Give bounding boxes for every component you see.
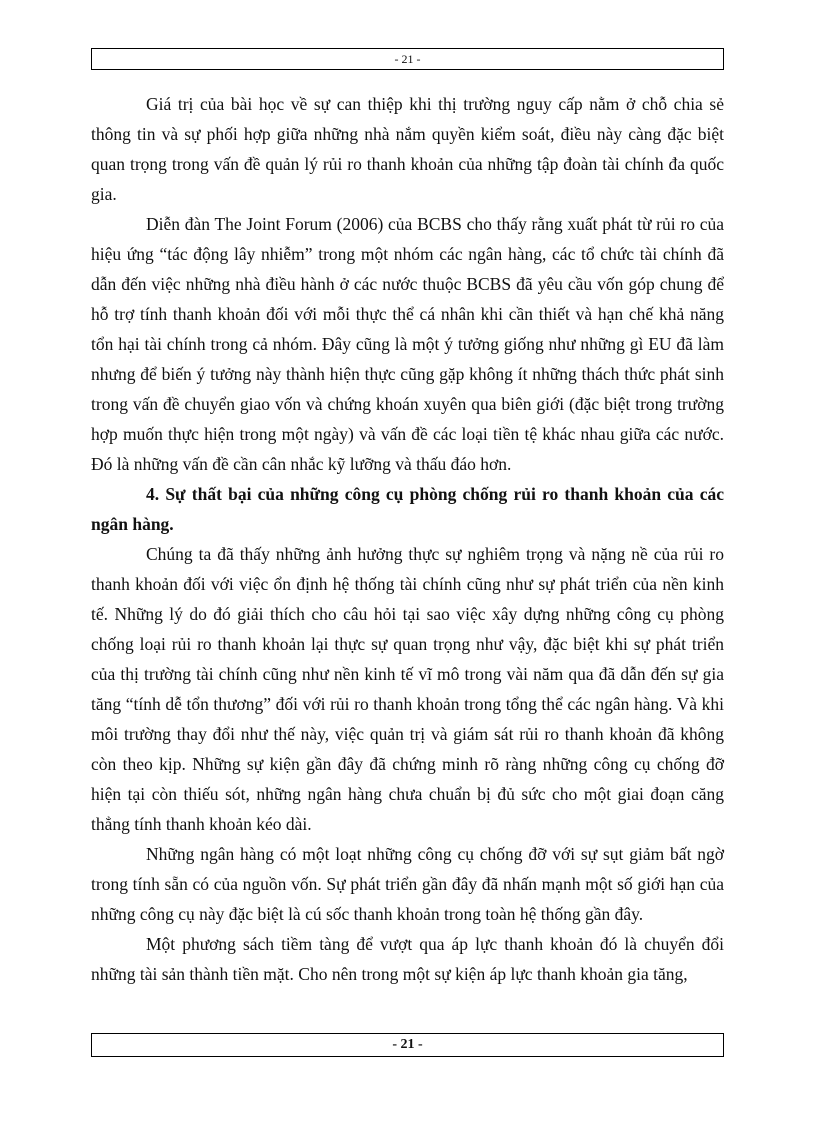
paragraph-impact: Chúng ta đã thấy những ảnh hưởng thực sự nghiêm trọng và nặng nề của rủi ro thanh khoản đối với việc ổn định hệ thống tài chính cũng như sự phát triển của nền kinh tế. Những lý do đó giải thích cho câu hỏi tại sao việc xây dựng những công cụ phòng chống loại rủi ro thanh khoản lại thực sự quan trọng như vậy, đặc biệt khi sự phát triển của thị trường tài chính cũng như nền kinh tế vĩ mô trong vài năm qua đã dẫn đến sự gia tăng “tính dễ tổn thương” đối với rủi ro thanh khoản trong tổng thể các ngân hàng. Và khi môi trường thay đổi như thế này, việc quản trị và giám sát rủi ro thanh khoản đã không còn theo kịp. Những sự kiện gần đây đã chứng minh rõ ràng những công cụ chống đỡ hiện tại còn thiếu sót, những ngân hàng chưa chuẩn bị đủ sức cho một giai đoạn căng thẳng tính thanh khoản kéo dài. — [91, 544, 724, 834]
paragraph-conversion: Một phương sách tiềm tàng để vượt qua áp lực thanh khoản đó là chuyển đổi những tài sản thành tiền mặt. Cho nên trong một sự kiện áp lực thanh khoản gia tăng, — [91, 934, 724, 984]
page-footer — [91, 1033, 724, 1057]
section-heading: 4. Sự thất bại của những công cụ phòng chống rủi ro thanh khoản của các ngân hàng. — [91, 484, 724, 534]
header-page-number: - 21 - — [394, 52, 421, 66]
paragraph-tools: Những ngân hàng có một loạt những công cụ chống đỡ với sự sụt giảm bất ngờ trong tính sẵn có của nguồn vốn. Sự phát triển gần đây đã nhấn mạnh một số giới hạn của những công cụ này đặc biệt là cú sốc thanh khoản trong toàn hệ thống gần đây. — [91, 844, 724, 924]
document-body — [91, 89, 724, 989]
page-header — [91, 48, 724, 70]
paragraph-intro: Giá trị của bài học về sự can thiệp khi thị trường nguy cấp nằm ở chỗ chia sẻ thông tin và sự phối hợp giữa những nhà nắm quyền kiểm soát, điều này càng đặc biệt quan trọng trong vấn đề quản lý rủi ro thanh khoản của những tập đoàn tài chính đa quốc gia. — [91, 94, 724, 204]
footer-page-number: - 21 - — [392, 1037, 423, 1052]
paragraph-joint-forum: Diễn đàn The Joint Forum (2006) của BCBS cho thấy rằng xuất phát từ rủi ro của hiệu ứng “tác động lây nhiễm” trong một nhóm các ngân hàng, các tổ chức tài chính đã dẫn đến việc những nhà điều hành ở các nước thuộc BCBS đã yêu cầu vốn góp chung để hỗ trợ tính thanh khoản đối với mỗi thực thể cá nhân khi cần thiết và hạn chế khả năng tổn hại tài chính trong cả nhóm. Đây cũng là một ý tưởng giống như những gì EU đã làm nhưng để biến ý tưởng này thành hiện thực cũng gặp không ít những thách thức phát sinh trong vấn đề chuyển giao vốn và chứng khoán xuyên qua biên giới (đặc biệt trong trường hợp muốn thực hiện trong một ngày) và vấn đề các loại tiền tệ khác nhau giữa các nước. Đó là những vấn đề cần cân nhắc kỹ lưỡng và thấu đáo hơn. — [91, 214, 724, 474]
